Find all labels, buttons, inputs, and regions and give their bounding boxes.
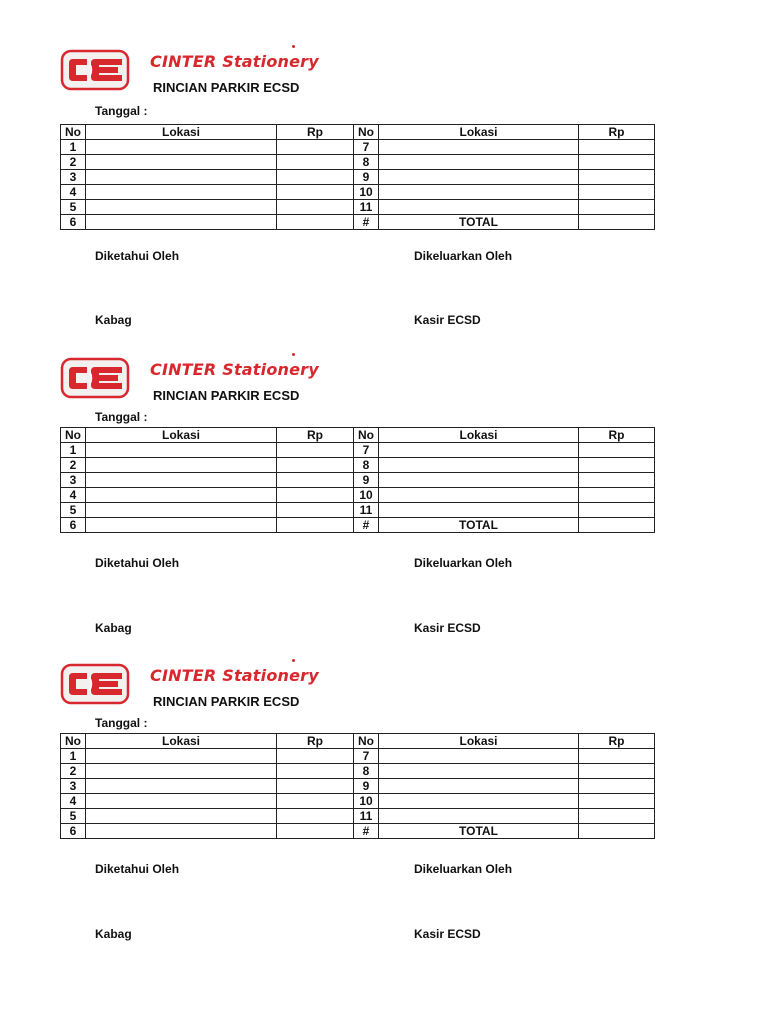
row-rp-right-cell[interactable] [579, 443, 655, 458]
row-lokasi-right-cell[interactable]: TOTAL [379, 215, 579, 230]
table-row [61, 443, 655, 458]
row-no-left: 5 [61, 503, 86, 518]
row-rp-right-cell[interactable] [579, 503, 655, 518]
row-no-right: 7 [354, 140, 379, 155]
row-no-right: 9 [354, 779, 379, 794]
row-lokasi-right-cell[interactable]: TOTAL [379, 518, 579, 533]
table-row [61, 200, 655, 215]
row-lokasi-right-cell[interactable] [379, 749, 579, 764]
sign-issued-by-label: Dikeluarkan Oleh [414, 249, 513, 263]
row-no-left: 1 [61, 749, 86, 764]
sign-cashier-label: Kasir ECSD [414, 927, 481, 941]
row-no-right: 8 [354, 155, 379, 170]
row-rp-left-cell[interactable] [277, 764, 354, 779]
brand-name: CINTER Stationery [150, 360, 319, 379]
sign-known-by-label: Diketahui Oleh [95, 556, 180, 570]
row-lokasi-right-cell[interactable] [379, 488, 579, 503]
table-row [61, 764, 655, 779]
header-lokasi-right: Lokasi [379, 125, 579, 140]
row-lokasi-left-cell[interactable] [86, 155, 277, 170]
row-rp-right-cell[interactable] [579, 764, 655, 779]
header-no-right: No [354, 428, 379, 443]
row-rp-right-cell[interactable] [579, 779, 655, 794]
row-rp-right-cell[interactable] [579, 215, 655, 230]
row-lokasi-right-cell[interactable] [379, 503, 579, 518]
header-rp-left: Rp [277, 125, 354, 140]
table-row [61, 749, 655, 764]
row-lokasi-left-cell[interactable] [86, 749, 277, 764]
row-lokasi-right-cell[interactable] [379, 809, 579, 824]
sign-kabag-label: Kabag [95, 927, 132, 941]
header-lokasi-right: Lokasi [379, 428, 579, 443]
sign-cashier-label: Kasir ECSD [414, 621, 481, 635]
header-no-left: No [61, 734, 86, 749]
row-lokasi-left-cell[interactable] [86, 215, 277, 230]
header-lokasi-left: Lokasi [86, 734, 277, 749]
table-row [61, 473, 655, 488]
sign-known-by-label: Diketahui Oleh [95, 249, 180, 263]
header-rp-left: Rp [277, 734, 354, 749]
row-lokasi-left-cell[interactable] [86, 764, 277, 779]
sign-kabag-label: Kabag [95, 621, 132, 635]
row-rp-right-cell[interactable] [579, 518, 655, 533]
row-lokasi-left-cell[interactable] [86, 200, 277, 215]
row-rp-left-cell[interactable] [277, 518, 354, 533]
sign-known-by-label: Diketahui Oleh [95, 862, 180, 876]
header-lokasi-right: Lokasi [379, 734, 579, 749]
row-no-left: 4 [61, 488, 86, 503]
row-lokasi-left-cell[interactable] [86, 488, 277, 503]
header-no-right: No [354, 734, 379, 749]
header-no-right: No [354, 125, 379, 140]
table-row [61, 215, 655, 230]
table-row [61, 170, 655, 185]
row-rp-left-cell[interactable] [277, 200, 354, 215]
row-rp-right-cell[interactable] [579, 140, 655, 155]
row-lokasi-left-cell[interactable] [86, 473, 277, 488]
row-rp-left-cell[interactable] [277, 794, 354, 809]
sign-issued-by-label: Dikeluarkan Oleh [414, 862, 513, 876]
row-no-right: 8 [354, 764, 379, 779]
row-rp-left-cell[interactable] [277, 185, 354, 200]
row-lokasi-left-cell[interactable] [86, 170, 277, 185]
row-rp-left-cell[interactable] [277, 503, 354, 518]
row-no-left: 3 [61, 170, 86, 185]
row-lokasi-right-cell[interactable] [379, 200, 579, 215]
row-no-left: 6 [61, 518, 86, 533]
row-rp-right-cell[interactable] [579, 824, 655, 839]
table-row [61, 155, 655, 170]
row-lokasi-right-cell[interactable] [379, 764, 579, 779]
row-no-left: 6 [61, 824, 86, 839]
table-header-row [61, 125, 655, 140]
row-lokasi-left-cell[interactable] [86, 824, 277, 839]
row-rp-right-cell[interactable] [579, 458, 655, 473]
header-rp-right: Rp [579, 125, 655, 140]
brand-name: CINTER Stationery [150, 52, 319, 71]
header-no-left: No [61, 125, 86, 140]
table-header-row [61, 734, 655, 749]
header-rp-right: Rp [579, 734, 655, 749]
row-no-right: # [354, 518, 379, 533]
row-lokasi-right-cell[interactable] [379, 185, 579, 200]
table-row [61, 140, 655, 155]
date-label: Tanggal : [95, 104, 148, 118]
row-no-left: 1 [61, 443, 86, 458]
row-lokasi-right-cell[interactable] [379, 140, 579, 155]
header-lokasi-left: Lokasi [86, 125, 277, 140]
row-rp-left-cell[interactable] [277, 443, 354, 458]
parking-form [0, 348, 768, 668]
row-lokasi-left-cell[interactable] [86, 458, 277, 473]
header-lokasi-left: Lokasi [86, 428, 277, 443]
sign-issued-by-label: Dikeluarkan Oleh [414, 556, 513, 570]
row-rp-left-cell[interactable] [277, 170, 354, 185]
row-lokasi-right-cell[interactable] [379, 170, 579, 185]
row-no-left: 3 [61, 473, 86, 488]
row-rp-left-cell[interactable] [277, 824, 354, 839]
row-no-left: 2 [61, 458, 86, 473]
parking-form [0, 40, 768, 360]
row-lokasi-right-cell[interactable]: TOTAL [379, 824, 579, 839]
row-lokasi-left-cell[interactable] [86, 518, 277, 533]
date-label: Tanggal : [95, 716, 148, 730]
row-rp-right-cell[interactable] [579, 749, 655, 764]
row-no-right: 11 [354, 200, 379, 215]
row-lokasi-left-cell[interactable] [86, 794, 277, 809]
row-rp-right-cell[interactable] [579, 170, 655, 185]
row-no-right: 9 [354, 473, 379, 488]
table-row [61, 458, 655, 473]
row-no-right: 7 [354, 443, 379, 458]
row-no-left: 2 [61, 155, 86, 170]
row-lokasi-right-cell[interactable] [379, 779, 579, 794]
row-rp-left-cell[interactable] [277, 779, 354, 794]
form-title: RINCIAN PARKIR ECSD [153, 388, 300, 403]
parking-table [60, 427, 655, 533]
row-lokasi-left-cell[interactable] [86, 779, 277, 794]
parking-form [0, 654, 768, 974]
row-rp-left-cell[interactable] [277, 215, 354, 230]
table-row [61, 518, 655, 533]
table-header-row [61, 428, 655, 443]
table-row [61, 794, 655, 809]
row-rp-left-cell[interactable] [277, 140, 354, 155]
cinter-ce-logo-icon [60, 48, 132, 94]
row-lokasi-right-cell[interactable] [379, 458, 579, 473]
row-lokasi-right-cell[interactable] [379, 794, 579, 809]
header-no-left: No [61, 428, 86, 443]
row-no-right: 10 [354, 185, 379, 200]
table-row [61, 488, 655, 503]
logo-dot [292, 45, 295, 48]
row-no-left: 5 [61, 200, 86, 215]
row-no-right: 11 [354, 809, 379, 824]
row-rp-left-cell[interactable] [277, 809, 354, 824]
logo-dot [292, 353, 295, 356]
row-rp-right-cell[interactable] [579, 809, 655, 824]
header-rp-left: Rp [277, 428, 354, 443]
cinter-ce-logo-icon [60, 356, 132, 402]
table-row [61, 809, 655, 824]
logo-dot [292, 659, 295, 662]
date-label: Tanggal : [95, 410, 148, 424]
row-rp-left-cell[interactable] [277, 749, 354, 764]
sign-kabag-label: Kabag [95, 313, 132, 327]
table-row [61, 824, 655, 839]
row-lokasi-right-cell[interactable] [379, 443, 579, 458]
row-no-left: 2 [61, 764, 86, 779]
row-rp-right-cell[interactable] [579, 473, 655, 488]
table-row [61, 503, 655, 518]
row-no-left: 5 [61, 809, 86, 824]
row-no-right: 8 [354, 458, 379, 473]
row-no-left: 1 [61, 140, 86, 155]
row-no-right: 7 [354, 749, 379, 764]
row-no-left: 3 [61, 779, 86, 794]
row-rp-right-cell[interactable] [579, 488, 655, 503]
row-rp-right-cell[interactable] [579, 185, 655, 200]
row-lokasi-left-cell[interactable] [86, 140, 277, 155]
row-lokasi-left-cell[interactable] [86, 809, 277, 824]
form-title: RINCIAN PARKIR ECSD [153, 694, 300, 709]
header-rp-right: Rp [579, 428, 655, 443]
parking-table [60, 733, 655, 839]
row-rp-right-cell[interactable] [579, 794, 655, 809]
row-no-left: 6 [61, 215, 86, 230]
row-rp-right-cell[interactable] [579, 200, 655, 215]
sign-cashier-label: Kasir ECSD [414, 313, 481, 327]
table-row [61, 185, 655, 200]
row-no-left: 4 [61, 794, 86, 809]
row-no-right: 11 [354, 503, 379, 518]
row-rp-left-cell[interactable] [277, 458, 354, 473]
row-lokasi-right-cell[interactable] [379, 473, 579, 488]
row-lokasi-left-cell[interactable] [86, 443, 277, 458]
form-title: RINCIAN PARKIR ECSD [153, 80, 300, 95]
row-no-right: # [354, 824, 379, 839]
row-rp-right-cell[interactable] [579, 155, 655, 170]
row-no-right: 10 [354, 488, 379, 503]
row-no-left: 4 [61, 185, 86, 200]
row-no-right: # [354, 215, 379, 230]
cinter-ce-logo-icon [60, 662, 132, 708]
brand-name: CINTER Stationery [150, 666, 319, 685]
row-rp-left-cell[interactable] [277, 155, 354, 170]
row-lokasi-left-cell[interactable] [86, 503, 277, 518]
row-rp-left-cell[interactable] [277, 488, 354, 503]
row-no-right: 10 [354, 794, 379, 809]
row-lokasi-right-cell[interactable] [379, 155, 579, 170]
table-row [61, 779, 655, 794]
row-no-right: 9 [354, 170, 379, 185]
parking-table [60, 124, 655, 230]
row-lokasi-left-cell[interactable] [86, 185, 277, 200]
row-rp-left-cell[interactable] [277, 473, 354, 488]
